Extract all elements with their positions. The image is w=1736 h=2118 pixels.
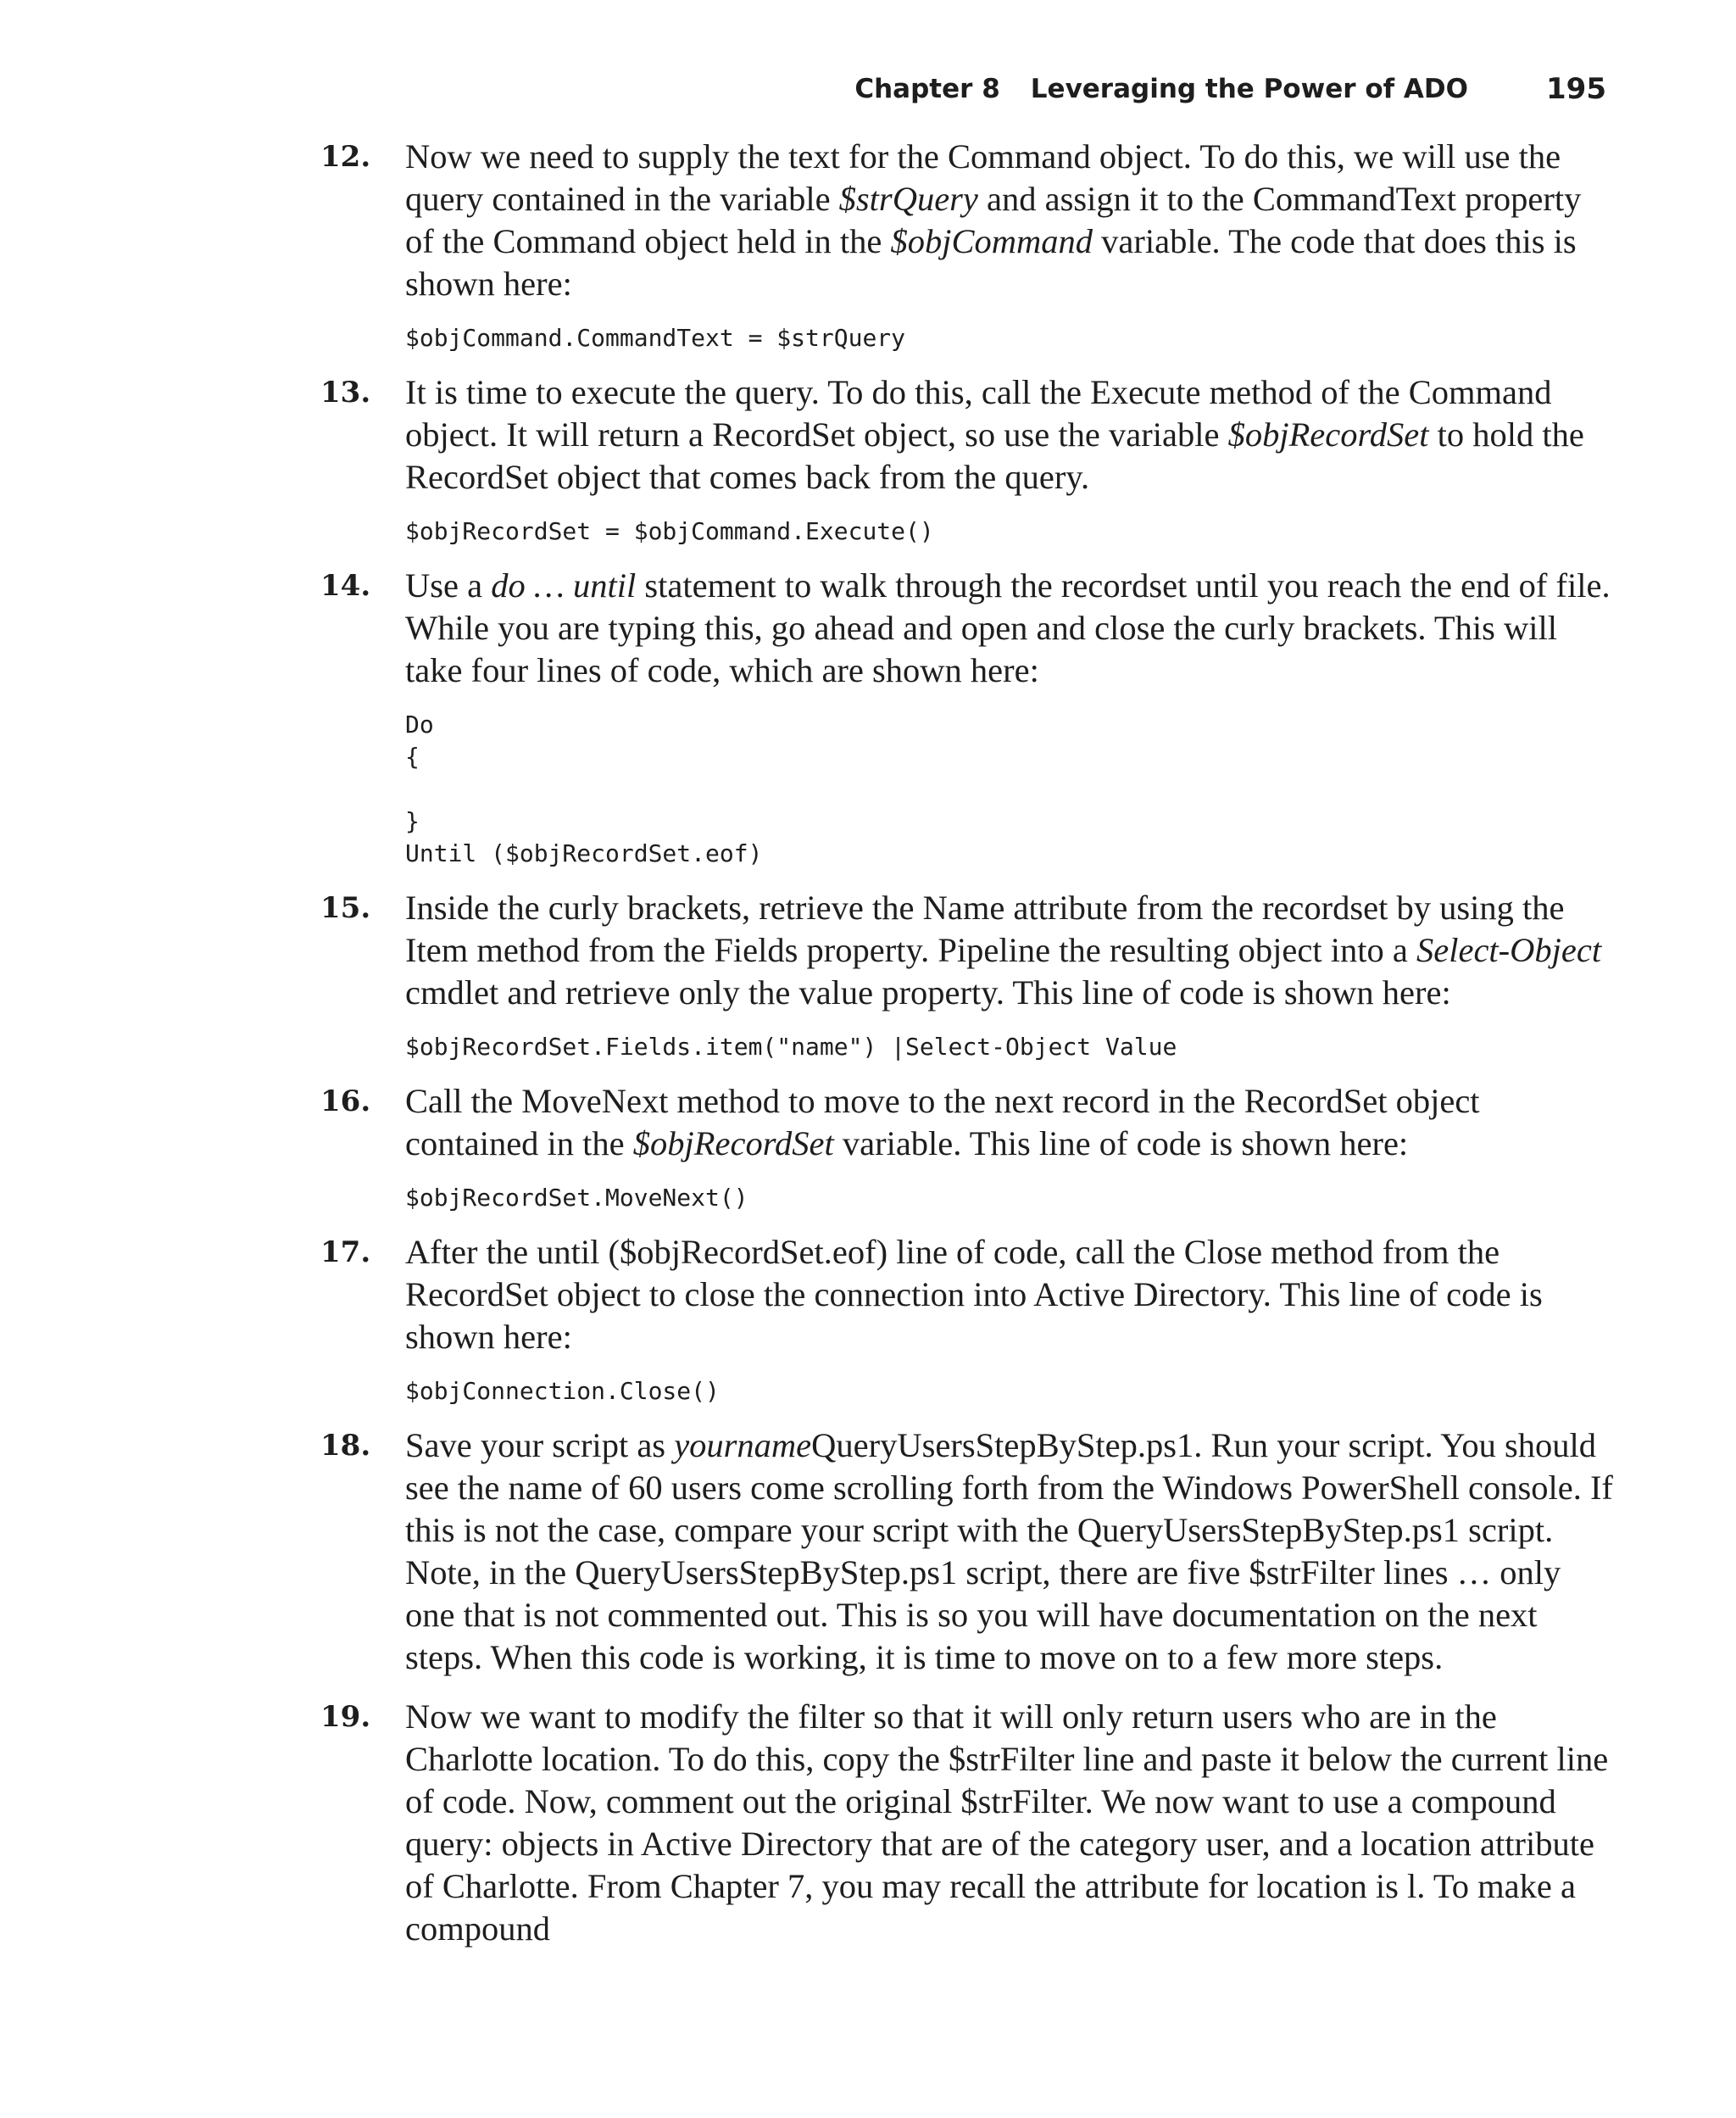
code-blank-lines	[405, 773, 1617, 805]
variable-name: $objRecordSet	[632, 1124, 834, 1162]
cmdlet-name: Select-Object	[1416, 931, 1602, 969]
step-15	[320, 887, 1617, 1063]
step-number: 19.	[320, 1700, 371, 1734]
variable-name: $objRecordSet	[1227, 415, 1429, 454]
step-16	[320, 1080, 1617, 1214]
code-sample: $objRecordSet.Fields.item("name") |Select-Object Value	[405, 1033, 1177, 1061]
step-number: 16.	[320, 1084, 371, 1118]
page-body	[320, 136, 1617, 1950]
step-text: Call the MoveNext method to move to the next record in the RecordSet object contained in the $objRecordSet variable. This line of code is shown here:	[405, 1082, 1480, 1162]
chapter-number: Chapter 8	[854, 74, 1000, 104]
step-13	[320, 371, 1617, 548]
step-14	[320, 565, 1617, 870]
step-number: 18.	[320, 1429, 371, 1463]
variable-name: $objCommand	[890, 222, 1093, 260]
step-text: Inside the curly brackets, retrieve the Name attribute from the recordset by using the Item method from the Fields property. Pipeline the resulting object into a Select-Object cmdlet and retrieve only the value property. This line of code is shown here:	[405, 889, 1602, 1012]
step-text: It is time to execute the query. To do this, call the Execute method of the Command object. It will return a RecordSet object, so use the variable $objRecordSet to hold the RecordSet object that comes back from the query.	[405, 373, 1584, 496]
code-sample: Do {	[405, 711, 434, 771]
keyword: do … until	[491, 566, 637, 605]
step-text: After the until ($objRecordSet.eof) line of code, call the Close method from the RecordSet object to close the connection into Active Directory. This line of code is shown here:	[405, 1233, 1543, 1356]
step-text: Now we need to supply the text for the Command object. To do this, we will use the query contained in the variable $strQuery and assign it to the CommandText property of the Command object held in the $objCommand variable. The code that does this is shown here:	[405, 137, 1582, 303]
step-12	[320, 136, 1617, 354]
step-17	[320, 1231, 1617, 1407]
running-header	[0, 68, 1606, 110]
code-sample: $objRecordSet = $objCommand.Execute()	[405, 517, 934, 545]
code-sample: } Until ($objRecordSet.eof)	[405, 807, 763, 867]
code-sample: $objRecordSet.MoveNext()	[405, 1184, 748, 1212]
step-text: Save your script as yournameQueryUsersStepByStep.ps1. Run your script. You should see the name of 60 users come scrolling forth from the Windows PowerShell console. If this is not the case, compare your script with the QueryUsersStepByStep.ps1 script. Note, in the QueryUsersStepByStep.ps1 script, there are five $strFilter lines … only one that is not commented out. This is so you will have documentation on the next steps. When this code is working, it is time to move on to a few more steps.	[405, 1426, 1613, 1676]
step-19	[320, 1696, 1617, 1950]
step-text: Now we want to modify the filter so that it will only return users who are in the Charlotte location. To do this, copy the $strFilter line and paste it below the current line of code. Now, comment out the original $strFilter. We now want to use a compound query: objects in Active Directory that are of the category user, and a location attribute of Charlotte. From Chapter 7, you may recall the attribute for location is l. To make a compound	[405, 1697, 1609, 1948]
variable-name: $strQuery	[838, 180, 978, 218]
placeholder-name: yourname	[674, 1426, 812, 1464]
step-number: 17.	[320, 1235, 371, 1269]
step-text: Use a do … until statement to walk through the recordset until you reach the end of file. While you are typing this, go ahead and open and close the curly brackets. This will take four lines of code, which are shown here:	[405, 566, 1611, 689]
step-number: 13.	[320, 376, 371, 410]
step-18	[320, 1424, 1617, 1679]
step-number: 12.	[320, 140, 371, 174]
code-sample: $objConnection.Close()	[405, 1377, 720, 1405]
chapter-title: Leveraging the Power of ADO	[1030, 74, 1469, 104]
step-number: 14.	[320, 569, 371, 603]
page-number: 195	[1546, 72, 1606, 106]
code-sample: $objCommand.CommandText = $strQuery	[405, 324, 906, 352]
step-number: 15.	[320, 891, 371, 925]
